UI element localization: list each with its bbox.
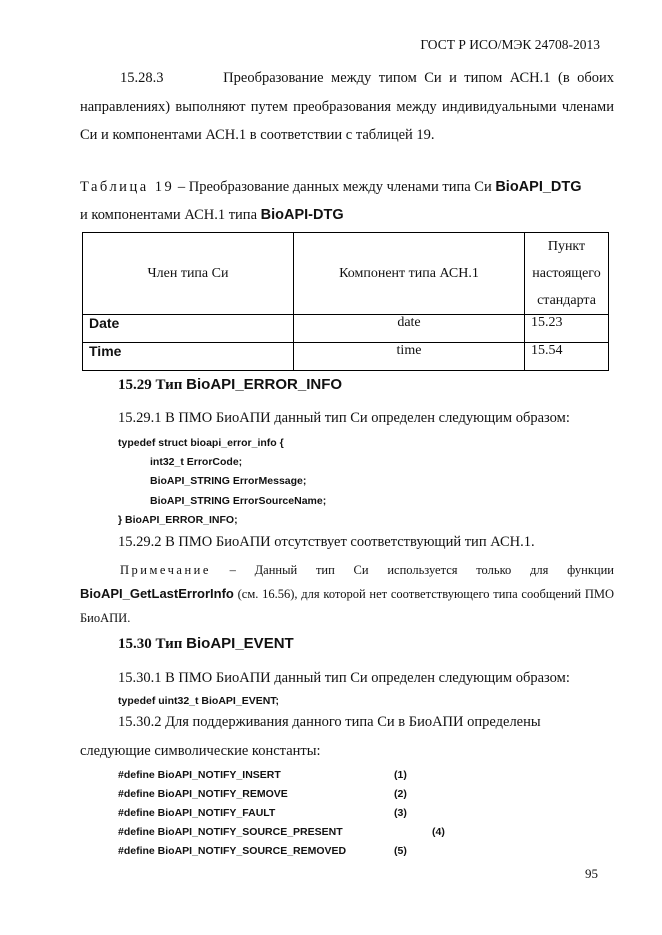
table-header-clause-l3: стандарта [537,293,596,308]
section-1530-p1: 15.30.1 В ПМО БиоАПИ данный тип Си определен следующим образом: [118,670,570,686]
define-name: #define BioAPI_NOTIFY_REMOVE [118,788,288,800]
section-1530-p2b: следующие символические константы: [80,743,321,759]
section-1529-heading-type: BioAPI_ERROR_INFO [186,376,343,393]
code-line: } BioAPI_ERROR_INFO; [118,514,238,526]
define-name: #define BioAPI_NOTIFY_FAULT [118,807,276,819]
note-function: BioAPI_GetLastErrorInfo [80,586,234,601]
define-value: (1) [394,769,407,781]
intro-text: Преобразование между типом Си и типом АСН.1 (в обоих направлениях) выполняют путем преобразования между индивидуальными членами Си и компонентами АСН.1 в соответствии с таблицей 19. [80,70,615,143]
table-cell-clause: 15.54 [525,343,609,371]
define-name: #define BioAPI_NOTIFY_SOURCE_REMOVED [118,845,347,857]
section-1530-p2a: 15.30.2 Для поддерживания данного типа Си в БиоАПИ определены [118,714,541,730]
table-header-clause-l2: настоящего [532,266,601,281]
table-cell-member: Time [83,343,294,371]
code-line: typedef uint32_t BioAPI_EVENT; [118,695,280,707]
code-line: BioAPI_STRING ErrorMessage; [150,475,307,487]
table-caption-label: Таблица 19 [80,179,175,195]
code-line: typedef struct bioapi_error_info { [118,437,284,449]
section-1530-heading [118,635,294,653]
note-label: Примечание [120,563,211,577]
intro-number: 15.28.3 [120,70,164,86]
table-row [83,343,609,371]
section-1529-heading [118,376,342,394]
conversion-table [82,232,609,371]
section-1530-heading-num: 15.30 Тип [118,636,187,652]
code-line: BioAPI_STRING ErrorSourceName; [150,495,327,507]
table-cell-component: date [294,315,525,343]
define-value: (2) [394,788,407,800]
section-1529-p1: 15.29.1 В ПМО БиоАПИ данный тип Си определен следующим образом: [118,410,570,426]
define-value: (5) [394,845,407,857]
table-cell-component: time [294,343,525,371]
note-text1: – Данный тип Си используется только для функции [210,563,614,577]
define-value: (3) [394,807,407,819]
document-header: ГОСТ Р ИСО/МЭК 24708-2013 [420,37,600,52]
table-caption-line2: и компонентами АСН.1 типа [80,207,261,223]
table-caption-type1: BioAPI_DTG [495,179,582,195]
table-header-clause [525,233,609,315]
table-cell-member: Date [83,315,294,343]
page-number: 95 [585,866,598,881]
table-cell-clause: 15.23 [525,315,609,343]
table-row [83,315,609,343]
section-1529-p2: 15.29.2 В ПМО БиоАПИ отсутствует соответствующий тип АСН.1. [118,534,535,550]
table-header-row [83,233,609,315]
define-value: (4) [432,826,445,838]
table-header-clause-l1: Пункт [547,239,586,254]
table-caption-type2: BioAPI-DTG [260,207,344,223]
section-1529-heading-num: 15.29 Тип [118,377,187,393]
table-caption-text: – Преобразование данных между членами типа Си [174,179,496,195]
table-caption [80,173,620,229]
table-header-component: Компонент типа АСН.1 [294,233,525,315]
intro-paragraph [80,64,614,150]
table-header-member: Член типа Си [83,233,294,315]
note-text2: (см. 16.56), для которой нет соответствующего типа сообщений ПМО БиоАПИ. [80,587,614,625]
define-name: #define BioAPI_NOTIFY_INSERT [118,769,281,781]
code-line: int32_t ErrorCode; [150,456,243,468]
section-1530-heading-type: BioAPI_EVENT [186,635,294,652]
section-1529-note [80,558,614,630]
define-name: #define BioAPI_NOTIFY_SOURCE_PRESENT [118,826,343,838]
